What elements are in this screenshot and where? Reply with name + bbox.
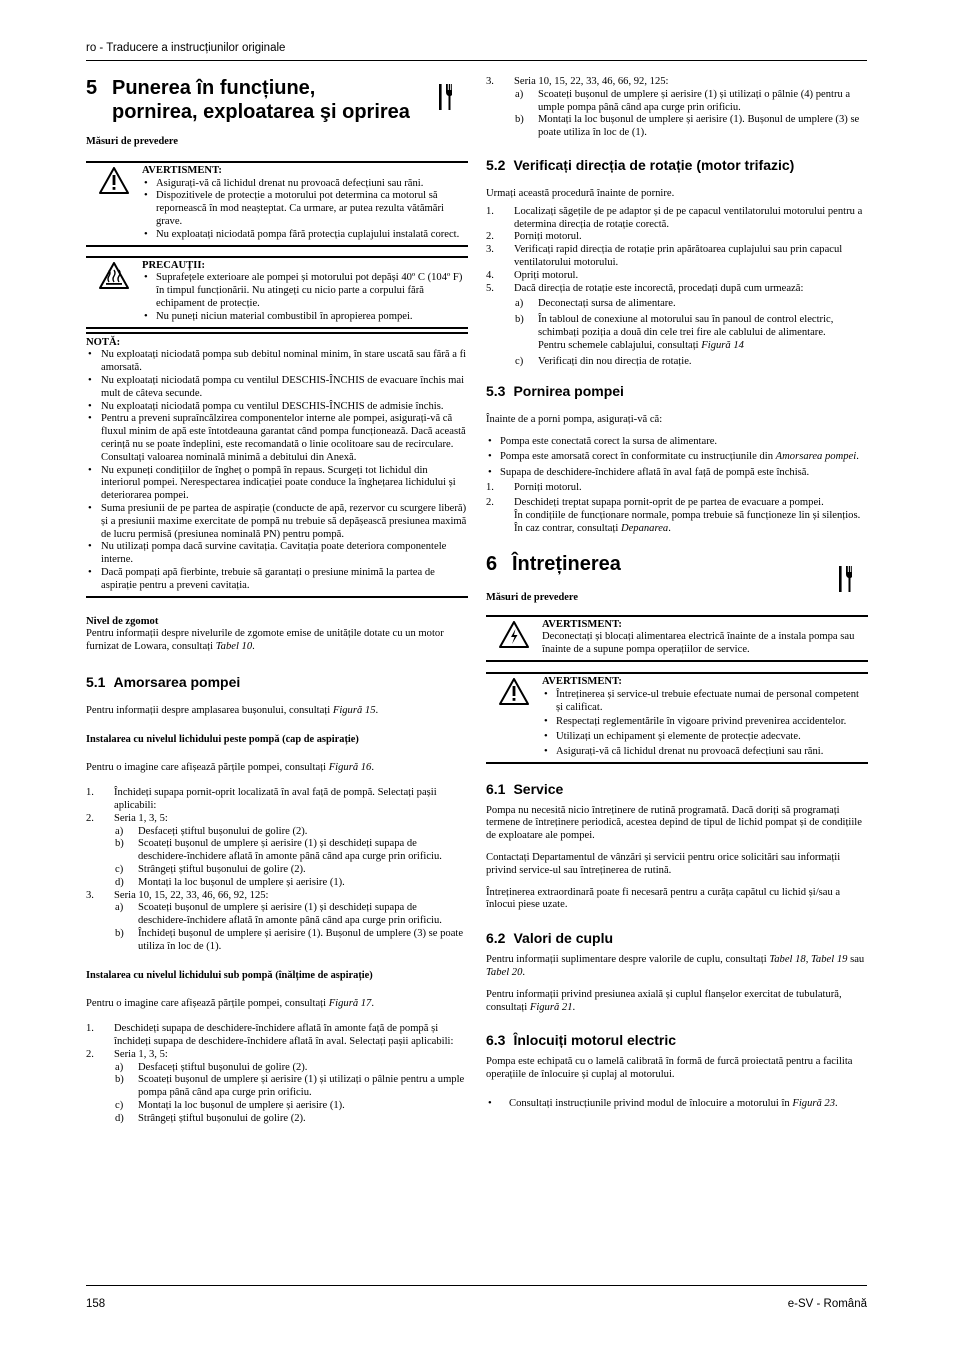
list-item: • Nu exploatați niciodată pompa cu ventilul DESCHIS-ÎNCHIS de evacuare închis mai mult de câteva secunde. bbox=[86, 375, 468, 401]
list-item: 5. Dacă direcția de rotație este incorectă, procedați după cum urmează: bbox=[486, 282, 804, 294]
paragraph: Pompa este echipată cu o lamelă calibrată în formă de furcă proiectată pentru a facilita operațiile de înlocuire și cuplaj al motorului. bbox=[486, 1056, 853, 1081]
list-item: • Respectați reglementările în vigoare privind prevenirea accidentelor. bbox=[542, 716, 868, 729]
list-item: 2. Seria 1, 3, 5: bbox=[86, 812, 168, 824]
list-item: b) Scoateți bușonul de umplere și aerisire (1) și deschideți supapa de deschidere-închidere aflată în amonte până când apa curge prin orificiu. bbox=[115, 838, 442, 863]
paragraph: Pentru informații privind presiunea axială și cuplul flanșelor exercitat de tubulatură, consultați Figură 21. bbox=[486, 988, 842, 1013]
tools-icon bbox=[838, 566, 852, 592]
substeps-list bbox=[86, 902, 468, 953]
page-number: 158 bbox=[86, 1298, 106, 1310]
section-title: pornirea, exploatarea şi oprirea bbox=[112, 101, 410, 123]
paragraph: Urmați această procedură înainte de pornire. bbox=[486, 187, 675, 199]
list-item: • Pentru a preveni supraîncălzirea componentelor interne ale pompei, asigurați-vă că fluxul minim de apă este întotdeauna garantat când pompa funcționează. Dacă această cerință nu se poate îndeplini, este recomandată o linie ocolitoare sau de recirculare. Consultați valoarea nominală minimă a debitului din Anexă. bbox=[86, 413, 468, 464]
warning-title: AVERTISMENT: bbox=[542, 618, 622, 630]
list-item: • Dispozitivele de protecție a motorului pot determina ca motorul să repornească în mod neașteptat. Ca urmare, ar putea rezulta vătămări grave. bbox=[142, 190, 468, 228]
list-item: 2. Seria 1, 3, 5: bbox=[86, 1048, 168, 1060]
noise-paragraph: Pentru informații despre nivelurile de zgomote emise de unitățile dotate cu un motor furnizat de Lowara, consultați Tabel 10. bbox=[86, 628, 444, 653]
list-item: • Nu exploatați niciodată pompa sub debitul nominal minim, în stare uscată sau fără a fi amorsată. bbox=[86, 349, 468, 375]
precautions-label: Măsuri de prevedere bbox=[486, 591, 578, 603]
list-item: b) Scoateți bușonul de umplere și aerisire (1) și utilizați o pâlnie pentru a umple pompa până când apa curge prin orificiu. bbox=[115, 1074, 465, 1099]
header-rule bbox=[86, 60, 867, 61]
section-6-1-heading: 6.1 Service bbox=[486, 780, 564, 797]
section-5-heading bbox=[86, 76, 468, 124]
list-item: • Nu expuneți condițiilor de îngheț o pompă în repaus. Scurgeți tot lichidul din interiorul pompei. Nerespectarea indicației poate conduce la înghețarea lichidului și deteriorarea pompei. bbox=[86, 465, 468, 503]
warning-title: AVERTISMENT: bbox=[542, 675, 622, 687]
list-item: • Asigurați-vă că lichidul drenat nu provoacă defecțiuni sau răni. bbox=[142, 178, 468, 191]
section-6-heading bbox=[486, 552, 868, 576]
steps-list bbox=[486, 76, 868, 89]
substeps-list bbox=[86, 826, 468, 890]
list-item: c) Strângeți știftul bușonului de golire (2). bbox=[115, 864, 306, 876]
list-item: a) Desfaceți știftul bușonului de golire (2). bbox=[115, 825, 308, 837]
section-title: Întreținerea bbox=[512, 552, 621, 575]
list-item: • Supapa de deschidere-închidere aflată în aval față de pompă este închisă. bbox=[486, 467, 868, 480]
list-item: a) Desfaceți știftul bușonului de golire (2). bbox=[115, 1061, 308, 1073]
list-item: 2. Deschideți treptat supapa pornit-oprit de pe partea de evacuare a pompei. În condițiile de funcționare normale, pompa trebuie să funcționeze lin și silențios. În caz contrar, consultați Depanarea. bbox=[486, 497, 861, 534]
list-item: 4. Opriți motorul. bbox=[486, 269, 579, 281]
warning-triangle-icon bbox=[486, 674, 542, 762]
substeps-list bbox=[486, 298, 868, 368]
list-item: 3. Seria 10, 15, 22, 33, 46, 66, 92, 125: bbox=[86, 889, 269, 901]
paragraph: Pentru o imagine care afișează părțile pompei, consultați Figură 17. bbox=[86, 998, 375, 1010]
bullet-list bbox=[486, 1098, 868, 1111]
precautions-label: Măsuri de prevedere bbox=[86, 136, 178, 147]
list-item: • Utilizați un echipament și elemente de protecție adecvate. bbox=[542, 731, 868, 744]
list-item: a) Deconectați sursa de alimentare. bbox=[515, 298, 676, 310]
list-item: c) Montați la loc bușonul de umplere și aerisire (1). bbox=[115, 1100, 345, 1112]
steps-list bbox=[86, 1023, 468, 1061]
list-item: d) Montați la loc bușonul de umplere și aerisire (1). bbox=[115, 876, 345, 888]
list-item: 1. Porniți motorul. bbox=[486, 481, 582, 493]
list-item: b) Montați la loc bușonul de umplere și aerisire (1). Bușonul de umplere (3) se poate utiliza în loc de (1). bbox=[515, 114, 860, 139]
list-item: • Suma presiunii de pe partea de aspirație (conducte de apă, rezervor cu scurgere liberă) și a presiunii maxime exercitate de pompă nu trebuie să depășească presiunea maximă de lucru permisă (presiunea nominală PN) pentru pompă. bbox=[86, 503, 468, 541]
steps-list bbox=[86, 890, 468, 903]
bullet-list bbox=[486, 436, 868, 479]
section-6-3-heading: 6.3 Înlocuiți motorul electric bbox=[486, 1032, 677, 1049]
list-item: 1. Închideți supapa pornit-oprit localizată în aval față de pompă. Selectați pașii aplicabili: bbox=[86, 787, 437, 812]
list-item: d) Strângeți știftul bușonului de golire (2). bbox=[115, 1112, 306, 1124]
substeps-list bbox=[486, 89, 868, 140]
list-item: • Suprafețele exterioare ale pompei și motorului pot depăși 40º C (104º F) în timpul funcționării. Nu atingeți cu nicio parte a corpului fără echipament de protecție. bbox=[142, 272, 468, 310]
paragraph: Pompa nu necesită nicio întreținere de rutină programată. Dacă doriți să programați termene de întreținere periodică, acestea depind de tipul de lichid pompat și de condițiile de exploatare ale pompei. bbox=[486, 804, 862, 842]
left-column bbox=[86, 76, 468, 1126]
paragraph: Pentru informații despre amplasarea bușonului, consultați Figură 15. bbox=[86, 704, 379, 716]
section-number: 6 bbox=[486, 552, 498, 575]
warning-text: Deconectați și blocați alimentarea electrică înainte de a instala pompa sau înainte de a supune pompa operațiilor de service. bbox=[542, 631, 855, 656]
list-item: 3. Verificați rapid direcția de rotație prin apărătoarea cuplajului sau prin capacul ventilatorului motorului. bbox=[486, 244, 843, 268]
list-item: 1. Localizați săgețile de pe adaptor și de pe capacul ventilatorului motorului pentru a determina direcția de rotație corectă. bbox=[486, 205, 863, 230]
paragraph: Pentru o imagine care afișează părțile pompei, consultați Figură 16. bbox=[86, 762, 375, 774]
list-item: 1. Deschideți supapa de deschidere-închidere aflată în amonte față de pompă și închideți supapa de deschidere-închidere aflată în aval. Selectați pașii aplicabili: bbox=[86, 1023, 454, 1048]
list-item: 2. Porniți motorul. bbox=[486, 231, 582, 243]
list-item: • Pompa este conectată corect la sursa de alimentare. bbox=[486, 436, 868, 449]
list-item: • Nu exploatați niciodată pompa cu ventilul DESCHIS-ÎNCHIS de admisie închis. bbox=[86, 401, 468, 414]
list-item: • Nu exploatați niciodată pompa fără protecția cuplajului instalată corect. bbox=[142, 229, 468, 242]
paragraph: Întreținerea extraordinară poate fi necesară pentru a curăța capătul cu lichid și/sau a înlocui piese uzate. bbox=[486, 886, 841, 911]
section-title: Punerea în funcțiune, bbox=[112, 77, 316, 99]
document-name: e-SV - Română bbox=[787, 1298, 867, 1310]
paragraph: Contactați Departamentul de vânzări și servicii pentru orice solicitări sau informații privind service-ul sau întreținerea de rutină. bbox=[486, 852, 841, 876]
noise-title: Nivel de zgomot bbox=[86, 615, 159, 627]
caution-title: PRECAUȚII: bbox=[142, 259, 205, 271]
list-item: • Întreținerea și service-ul trebuie efectuate numai de personal competent și calificat. bbox=[542, 689, 868, 715]
steps-list bbox=[486, 482, 868, 536]
warning-box bbox=[486, 615, 868, 662]
hot-surface-icon bbox=[86, 258, 142, 327]
section-number: 5 bbox=[86, 77, 98, 99]
steps-list bbox=[86, 787, 468, 825]
section-6-2-heading: 6.2 Valori de cuplu bbox=[486, 930, 614, 947]
list-item: 3. Seria 10, 15, 22, 33, 46, 66, 92, 125: bbox=[486, 76, 669, 87]
list-item: c) Verificați din nou direcția de rotație. bbox=[515, 355, 692, 367]
list-item: • Nu utilizați pompa dacă survine cavitația. Cavitația poate deteriora componentele interne. bbox=[86, 541, 468, 567]
paragraph: Înainte de a porni pompa, asigurați-vă că: bbox=[486, 414, 663, 426]
list-item: a) Scoateți bușonul de umplere și aerisire (1) și utilizați o pâlnie (4) pentru a umple pompa până când apa curge prin orificiu. bbox=[515, 88, 851, 113]
note-title: NOTĂ: bbox=[86, 336, 121, 348]
list-item: • Consultați instrucțiunile privind modul de înlocuire a motorului în Figură 23. bbox=[486, 1098, 868, 1111]
footer-rule bbox=[86, 1285, 867, 1286]
paragraph: Pentru informații suplimentare despre valorile de cuplu, consultați Tabel 18, Tabel 19 sau Tabel 20. bbox=[486, 954, 865, 979]
subheading: Instalarea cu nivelul lichidului peste pompă (cap de aspirație) bbox=[86, 733, 359, 745]
warning-title: AVERTISMENT: bbox=[142, 164, 222, 176]
list-item: • Asigurați-vă că lichidul drenat nu provoacă defecțiuni sau răni. bbox=[542, 746, 868, 759]
warning-box bbox=[86, 161, 468, 247]
list-item: • Dacă pompați apă fierbinte, trebuie să garantați o presiune minimă la partea de aspirație pentru a preveni cavitația. bbox=[86, 567, 468, 593]
caution-box bbox=[86, 256, 468, 329]
list-item: b) În tabloul de conexiune al motorului sau în panoul de control electric, schimbați poziția a două din cele trei fire ale cablului de alimentare. Pentru schemele cablajului, consultați Figură 14 bbox=[515, 314, 834, 351]
subheading: Instalarea cu nivelul lichidului sub pompă (înălțime de aspirație) bbox=[86, 969, 373, 981]
list-item: b) Închideți bușonul de umplere și aerisire (1). Bușonul de umplere (3) se poate utiliza în loc de (1). bbox=[115, 928, 464, 952]
steps-list bbox=[486, 206, 868, 296]
list-item: • Pompa este amorsată corect în conformitate cu instrucțiunile din Amorsarea pompei. bbox=[486, 451, 868, 464]
right-column bbox=[486, 76, 868, 1111]
page-header: ro - Traducere a instrucțiunilor originale bbox=[86, 42, 286, 54]
tools-icon bbox=[438, 84, 452, 110]
note-box bbox=[86, 332, 468, 598]
warning-triangle-icon bbox=[86, 163, 142, 245]
substeps-list bbox=[86, 1062, 468, 1126]
section-5-3-heading: 5.3 Pornirea pompei bbox=[486, 383, 624, 400]
section-5-2-heading: 5.2 Verificați direcția de rotație (motor trifazic) bbox=[486, 156, 795, 173]
electrical-hazard-icon bbox=[486, 617, 542, 660]
section-5-1-heading: 5.1 Amorsarea pompei bbox=[86, 673, 241, 690]
list-item: • Nu puneți niciun material combustibil în apropierea pompei. bbox=[142, 311, 468, 324]
warning-box bbox=[486, 672, 868, 764]
list-item: a) Scoateți bușonul de umplere și aerisire (1) și deschideți supapa de deschidere-închidere aflată în amonte până când apa curge prin orificiu. bbox=[115, 902, 442, 927]
